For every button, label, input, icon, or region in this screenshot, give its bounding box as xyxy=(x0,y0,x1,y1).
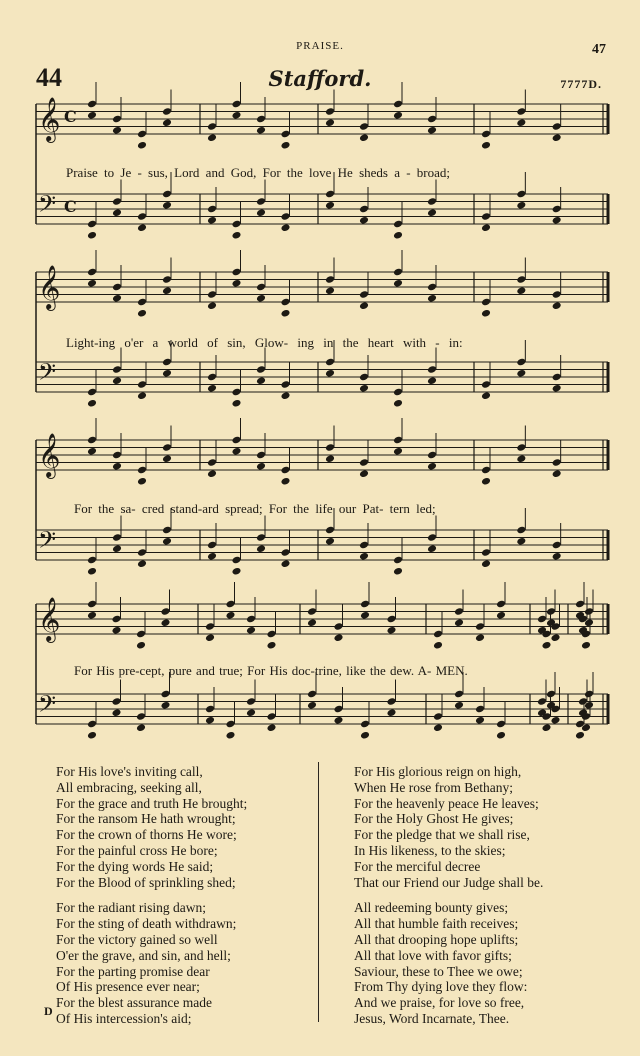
note-head xyxy=(162,201,172,210)
treble-clef-icon: 𝄞 xyxy=(38,597,61,641)
verse-line: For the sting of death withdrawn; xyxy=(56,916,237,932)
note-head xyxy=(393,399,403,408)
note-head xyxy=(386,708,396,717)
note-head xyxy=(325,369,335,378)
note-head xyxy=(87,731,97,740)
note-head xyxy=(136,641,146,650)
note-head xyxy=(231,399,241,408)
verse-line: For the pledge that we shall rise, xyxy=(354,827,530,843)
note-head xyxy=(496,611,506,620)
note-head xyxy=(87,231,97,240)
verse-line: For the parting promise dear xyxy=(56,963,210,979)
note-head xyxy=(225,731,235,740)
lyric-line-4: For His pre-cept, pure and true; For His doc-trine, like the dew. A- MEN. xyxy=(74,663,468,678)
note-head xyxy=(516,118,526,127)
note-head xyxy=(481,141,491,150)
note-head xyxy=(231,231,241,240)
note-head xyxy=(516,286,526,295)
note-head xyxy=(386,626,396,635)
note-head xyxy=(256,294,266,303)
note-head xyxy=(137,559,147,568)
verse-line: For His love's inviting call, xyxy=(56,764,203,779)
note-head xyxy=(136,723,146,732)
note-head xyxy=(112,294,122,303)
note-head xyxy=(516,454,526,463)
verse-line: For the victory gained so well xyxy=(56,931,218,947)
note-head xyxy=(87,399,97,408)
verse-line: All that humble faith receives; xyxy=(354,916,519,932)
note-head xyxy=(162,286,172,295)
verse-line: For the radiant rising dawn; xyxy=(56,900,206,916)
note-head xyxy=(231,447,241,456)
stanza xyxy=(56,764,247,890)
note-head xyxy=(325,286,335,295)
note-head xyxy=(393,447,403,456)
note-head xyxy=(359,469,369,478)
lyric-line-1: Praise to Je - sus, Lord and God, For the love He sheds a - broad; xyxy=(66,165,451,180)
note-head xyxy=(137,141,147,150)
verse-line: All that drooping hope uplifts; xyxy=(354,931,519,947)
note-head xyxy=(256,208,266,217)
note-head xyxy=(516,201,526,210)
note-head xyxy=(333,716,343,725)
note-head xyxy=(207,133,217,142)
verse-line: All embracing, seeking all, xyxy=(56,779,202,795)
note-head xyxy=(256,376,266,385)
note-head xyxy=(552,133,562,142)
verse-line: All that love with favor gifts; xyxy=(354,947,512,963)
note-head xyxy=(475,633,485,642)
verses-right-column xyxy=(354,764,543,1037)
verse-line: For the painful cross He bore; xyxy=(56,842,218,858)
note-head xyxy=(481,559,491,568)
note-head xyxy=(266,641,276,650)
verse-line: For the merciful decree xyxy=(354,858,481,874)
note-head xyxy=(87,111,97,120)
note-head xyxy=(207,216,217,225)
note-head xyxy=(359,216,369,225)
verse-line: From Thy dying love they flow: xyxy=(354,979,528,995)
note-head xyxy=(87,567,97,576)
note-head xyxy=(325,454,335,463)
verse-line: For the heavenly peace He leaves; xyxy=(354,795,539,811)
note-head xyxy=(280,309,290,318)
bass-clef-icon: 𝄢 xyxy=(38,190,57,223)
note-head xyxy=(541,723,551,732)
note-head xyxy=(433,641,443,650)
note-head xyxy=(280,141,290,150)
note-head xyxy=(516,369,526,378)
note-head xyxy=(550,716,560,725)
note-head xyxy=(280,391,290,400)
note-head xyxy=(231,111,241,120)
note-head xyxy=(333,633,343,642)
note-head xyxy=(393,231,403,240)
verse-line: All redeeming bounty gives; xyxy=(354,900,509,916)
note-head xyxy=(496,731,506,740)
note-head xyxy=(360,611,370,620)
time-signature: C xyxy=(64,107,77,126)
note-head xyxy=(231,279,241,288)
note-head xyxy=(427,376,437,385)
note-head xyxy=(516,537,526,546)
note-head xyxy=(325,201,335,210)
section-title: PRAISE. xyxy=(296,40,344,52)
verse-line: When He rose from Bethany; xyxy=(354,779,513,795)
note-head xyxy=(325,537,335,546)
note-head xyxy=(160,701,170,710)
bass-clef-icon: 𝄢 xyxy=(38,526,57,559)
verse-line: Saviour, these to Thee we owe; xyxy=(354,963,523,979)
verse-line: For the Blood of sprinkling shed; xyxy=(56,874,236,890)
note-head xyxy=(325,118,335,127)
note-head xyxy=(359,133,369,142)
note-head xyxy=(552,216,562,225)
note-head xyxy=(481,477,491,486)
treble-clef-icon: 𝄞 xyxy=(38,433,61,477)
note-head xyxy=(112,126,122,135)
note-head xyxy=(162,118,172,127)
verse-line: For the blest assurance made xyxy=(56,995,212,1011)
note-head xyxy=(256,126,266,135)
note-head xyxy=(112,544,122,553)
verse-line: For the grace and truth He brought; xyxy=(56,795,248,811)
note-head xyxy=(393,567,403,576)
note-head xyxy=(205,633,215,642)
verse-line: And we praise, for love so free, xyxy=(354,995,525,1011)
note-head xyxy=(481,391,491,400)
note-head xyxy=(359,301,369,310)
verse-line: For the ransom He hath wrought; xyxy=(56,811,236,827)
note-head xyxy=(427,294,437,303)
verses-left-column xyxy=(56,764,247,1037)
note-head xyxy=(266,723,276,732)
note-head xyxy=(552,301,562,310)
note-head xyxy=(481,223,491,232)
verse-line: Of His presence ever near; xyxy=(56,979,200,995)
note-head xyxy=(207,301,217,310)
note-head xyxy=(112,462,122,471)
stanza xyxy=(56,900,247,1026)
column-divider xyxy=(318,762,319,1022)
note-head xyxy=(481,309,491,318)
time-signature: C xyxy=(64,197,77,216)
note-head xyxy=(427,208,437,217)
verse-line: Of His intercession's aid; xyxy=(56,1010,192,1026)
stanza xyxy=(354,764,543,890)
note-head xyxy=(280,477,290,486)
note-head xyxy=(231,567,241,576)
stanza xyxy=(354,900,543,1026)
note-head xyxy=(541,641,551,650)
note-head xyxy=(256,462,266,471)
tune-name: Stafford. xyxy=(268,66,372,91)
note-head xyxy=(359,552,369,561)
note-head xyxy=(256,544,266,553)
note-head xyxy=(427,126,437,135)
note-head xyxy=(393,111,403,120)
note-head xyxy=(246,626,256,635)
note-head xyxy=(427,462,437,471)
note-head xyxy=(475,716,485,725)
verse-line: For the Holy Ghost He gives; xyxy=(354,811,514,827)
note-head xyxy=(162,537,172,546)
note-head xyxy=(575,731,585,740)
note-head xyxy=(581,641,591,650)
note-head xyxy=(427,544,437,553)
note-head xyxy=(112,376,122,385)
note-head xyxy=(205,716,215,725)
note-head xyxy=(137,391,147,400)
bass-clef-icon: 𝄢 xyxy=(38,358,57,391)
verse-line: For the dying words He said; xyxy=(56,858,214,874)
page-number: 47 xyxy=(592,42,606,57)
note-head xyxy=(207,469,217,478)
note-head xyxy=(87,447,97,456)
hymn-number: 44 xyxy=(36,63,62,92)
note-head xyxy=(160,618,170,627)
verse-line: In His likeness, to the skies; xyxy=(354,842,506,858)
treble-clef-icon: 𝄞 xyxy=(38,265,61,309)
note-head xyxy=(162,454,172,463)
note-head xyxy=(552,384,562,393)
note-head xyxy=(550,633,560,642)
bass-clef-icon: 𝄢 xyxy=(38,690,57,723)
verse-line: For the crown of thorns He wore; xyxy=(56,827,237,843)
note-head xyxy=(87,611,97,620)
note-head xyxy=(111,708,121,717)
note-head xyxy=(393,279,403,288)
note-head xyxy=(360,731,370,740)
note-head xyxy=(137,477,147,486)
note-head xyxy=(111,626,121,635)
note-head xyxy=(454,618,464,627)
note-head xyxy=(207,384,217,393)
note-head xyxy=(225,611,235,620)
verse-line: Jesus, Word Incarnate, Thee. xyxy=(354,1010,510,1026)
treble-clef-icon: 𝄞 xyxy=(38,97,61,141)
note-head xyxy=(246,708,256,717)
note-head xyxy=(162,369,172,378)
note-head xyxy=(552,552,562,561)
note-head xyxy=(137,223,147,232)
note-head xyxy=(137,309,147,318)
note-head xyxy=(207,552,217,561)
note-head xyxy=(87,279,97,288)
verse-line: That our Friend our Judge shall be. xyxy=(354,874,544,890)
note-head xyxy=(359,384,369,393)
verse-line: For His glorious reign on high, xyxy=(354,764,522,779)
note-head xyxy=(307,618,317,627)
lyric-line-3: For the sa- cred stand-ard spread; For the life our Pat- tern led; xyxy=(74,501,436,516)
signature-mark: D xyxy=(44,1004,53,1018)
note-head xyxy=(280,223,290,232)
meter: 7777D. xyxy=(560,77,602,91)
note-head xyxy=(433,723,443,732)
note-head xyxy=(280,559,290,568)
note-head xyxy=(112,208,122,217)
note-head xyxy=(307,701,317,710)
note-head xyxy=(454,701,464,710)
note-head xyxy=(552,469,562,478)
verse-line: O'er the grave, and sin, and hell; xyxy=(56,947,231,963)
lyric-line-2: Light-ing o'er a world of sin, Glow- ing in the heart with - in: xyxy=(66,335,463,350)
